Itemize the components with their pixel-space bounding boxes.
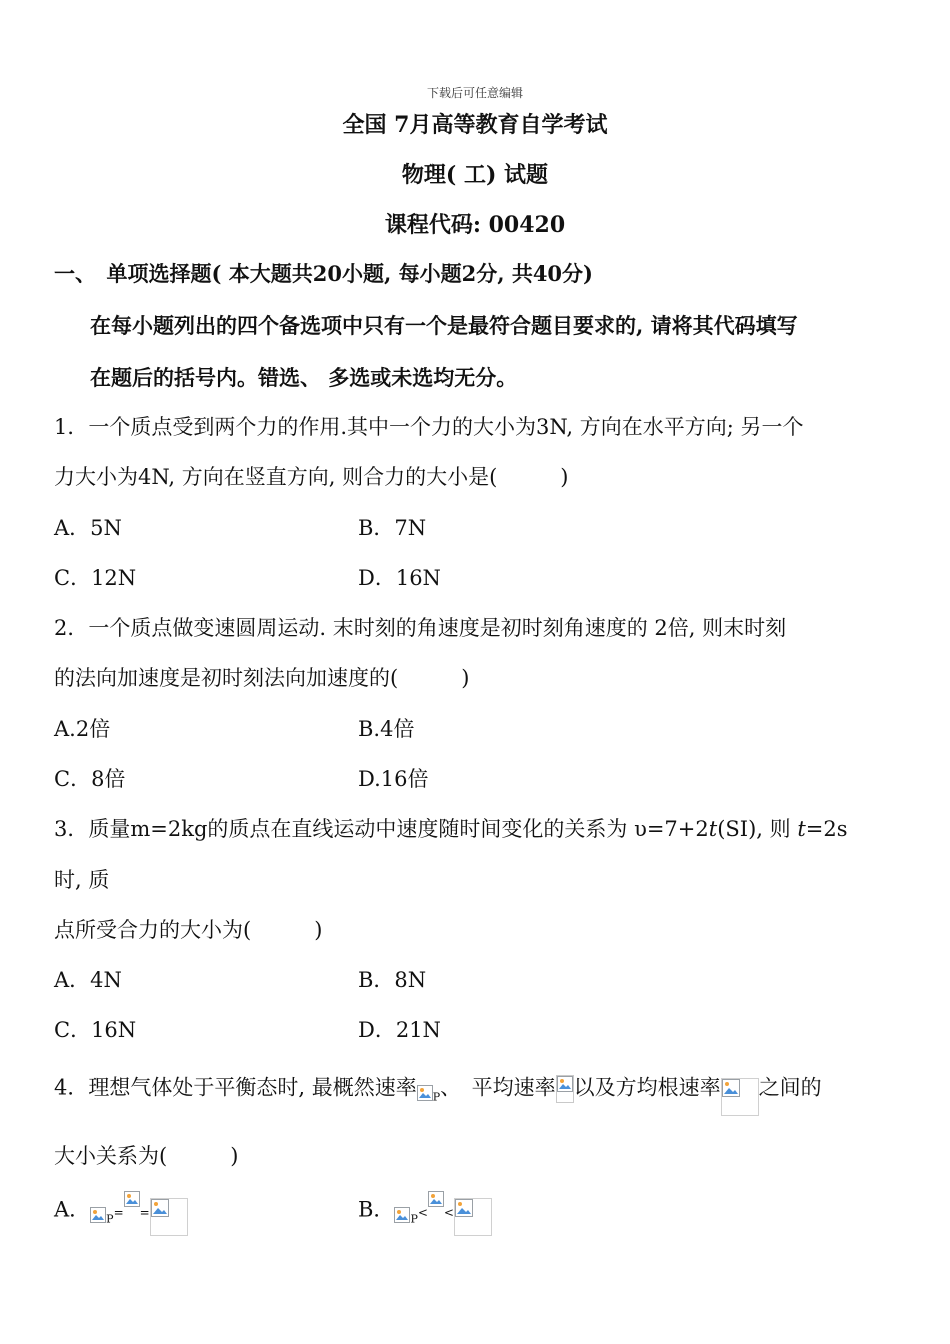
q1-option-a: A．5N — [54, 516, 122, 540]
q3-line-2: 时, 质 — [54, 868, 110, 892]
q4-text-d: 之间的 — [758, 1075, 822, 1100]
q2-option-b: B.4倍 — [358, 717, 415, 741]
q3-text-b: (SI), 则 — [717, 817, 798, 841]
q4-text-b: 、 平均速率 — [440, 1075, 556, 1100]
q4-option-b — [358, 1192, 492, 1230]
q2-option-d: D.16倍 — [358, 767, 429, 791]
download-note: 下载后可任意编辑 — [426, 86, 523, 100]
course-code: 课程代码: 00420 — [384, 212, 566, 238]
q3-option-d: D．21N — [358, 1018, 441, 1042]
q4-sub-p: P — [432, 1090, 441, 1104]
q1-option-b: B．7N — [358, 516, 427, 540]
q3-var-t2: t — [797, 817, 806, 841]
broken-image-icon — [150, 1198, 188, 1236]
q4-option-a — [54, 1192, 188, 1230]
instruction-line-1: 在每小题列出的四个备选项中只有一个是最符合题目要求的, 请将其代码填写 — [90, 313, 798, 338]
q4-b-label: B． — [358, 1197, 395, 1222]
broken-image-icon — [417, 1085, 433, 1101]
q3-text-c: =2s — [805, 817, 848, 841]
q1-line-1: 1．一个质点受到两个力的作用.其中一个力的大小为3N, 方向在水平方向; 另一个 — [54, 415, 804, 439]
q4-b-relation: < — [417, 1205, 428, 1220]
q3-var-t: t — [708, 817, 718, 841]
q4-b-sub-p: P — [410, 1212, 418, 1226]
q1-line-2: 力大小为4N, 方向在竖直方向, 则合力的大小是( ) — [54, 465, 569, 489]
broken-image-icon — [721, 1078, 759, 1116]
q1-option-c: C．12N — [54, 566, 137, 590]
q3-line-1 — [54, 813, 848, 843]
q4-text-c: 以及方均根速率 — [573, 1075, 721, 1100]
q4-a-label: A． — [54, 1197, 91, 1222]
broken-image-icon — [454, 1198, 492, 1236]
q2-line-1: 2．一个质点做变速圆周运动. 末时刻的角速度是初时刻角速度的 2倍, 则末时刻 — [54, 616, 787, 640]
q4-a-relation-2: = — [139, 1205, 150, 1220]
q4-line-1 — [54, 1070, 822, 1108]
q2-option-c: C．8倍 — [54, 767, 126, 791]
broken-image-icon — [394, 1207, 410, 1223]
subject-title: 物理( 工) 试题 — [401, 162, 549, 188]
broken-image-icon — [556, 1075, 574, 1103]
instruction-line-2: 在题后的括号内。错选、 多选或未选均无分。 — [90, 365, 518, 390]
q3-option-b: B．8N — [358, 968, 427, 992]
q3-line-3: 点所受合力的大小为( ) — [54, 918, 323, 942]
broken-image-icon — [90, 1207, 106, 1223]
q4-a-relation: = — [113, 1205, 124, 1220]
broken-image-icon — [124, 1191, 140, 1207]
q3-text-a: 3．质量m=2kg的质点在直线运动中速度随时间变化的关系为 υ=7+2 — [54, 817, 709, 841]
q4-b-relation-2: < — [443, 1205, 454, 1220]
q4-line-2: 大小关系为( ) — [54, 1144, 239, 1168]
q2-line-2: 的法向加速度是初时刻法向加速度的( ) — [54, 666, 470, 690]
q1-option-d: D．16N — [358, 566, 441, 590]
broken-image-icon — [428, 1191, 444, 1207]
q4-text-a: 4．理想气体处于平衡态时, 最概然速率 — [54, 1075, 417, 1100]
section-heading: 一、 单项选择题( 本大题共20小题, 每小题2分, 共40分) — [54, 261, 593, 286]
exam-title: 全国 7月高等教育自学考试 — [342, 112, 608, 138]
q4-a-sub-p: P — [106, 1212, 114, 1226]
q3-option-c: C．16N — [54, 1018, 137, 1042]
q2-option-a: A.2倍 — [54, 717, 111, 741]
q3-option-a: A．4N — [54, 968, 122, 992]
